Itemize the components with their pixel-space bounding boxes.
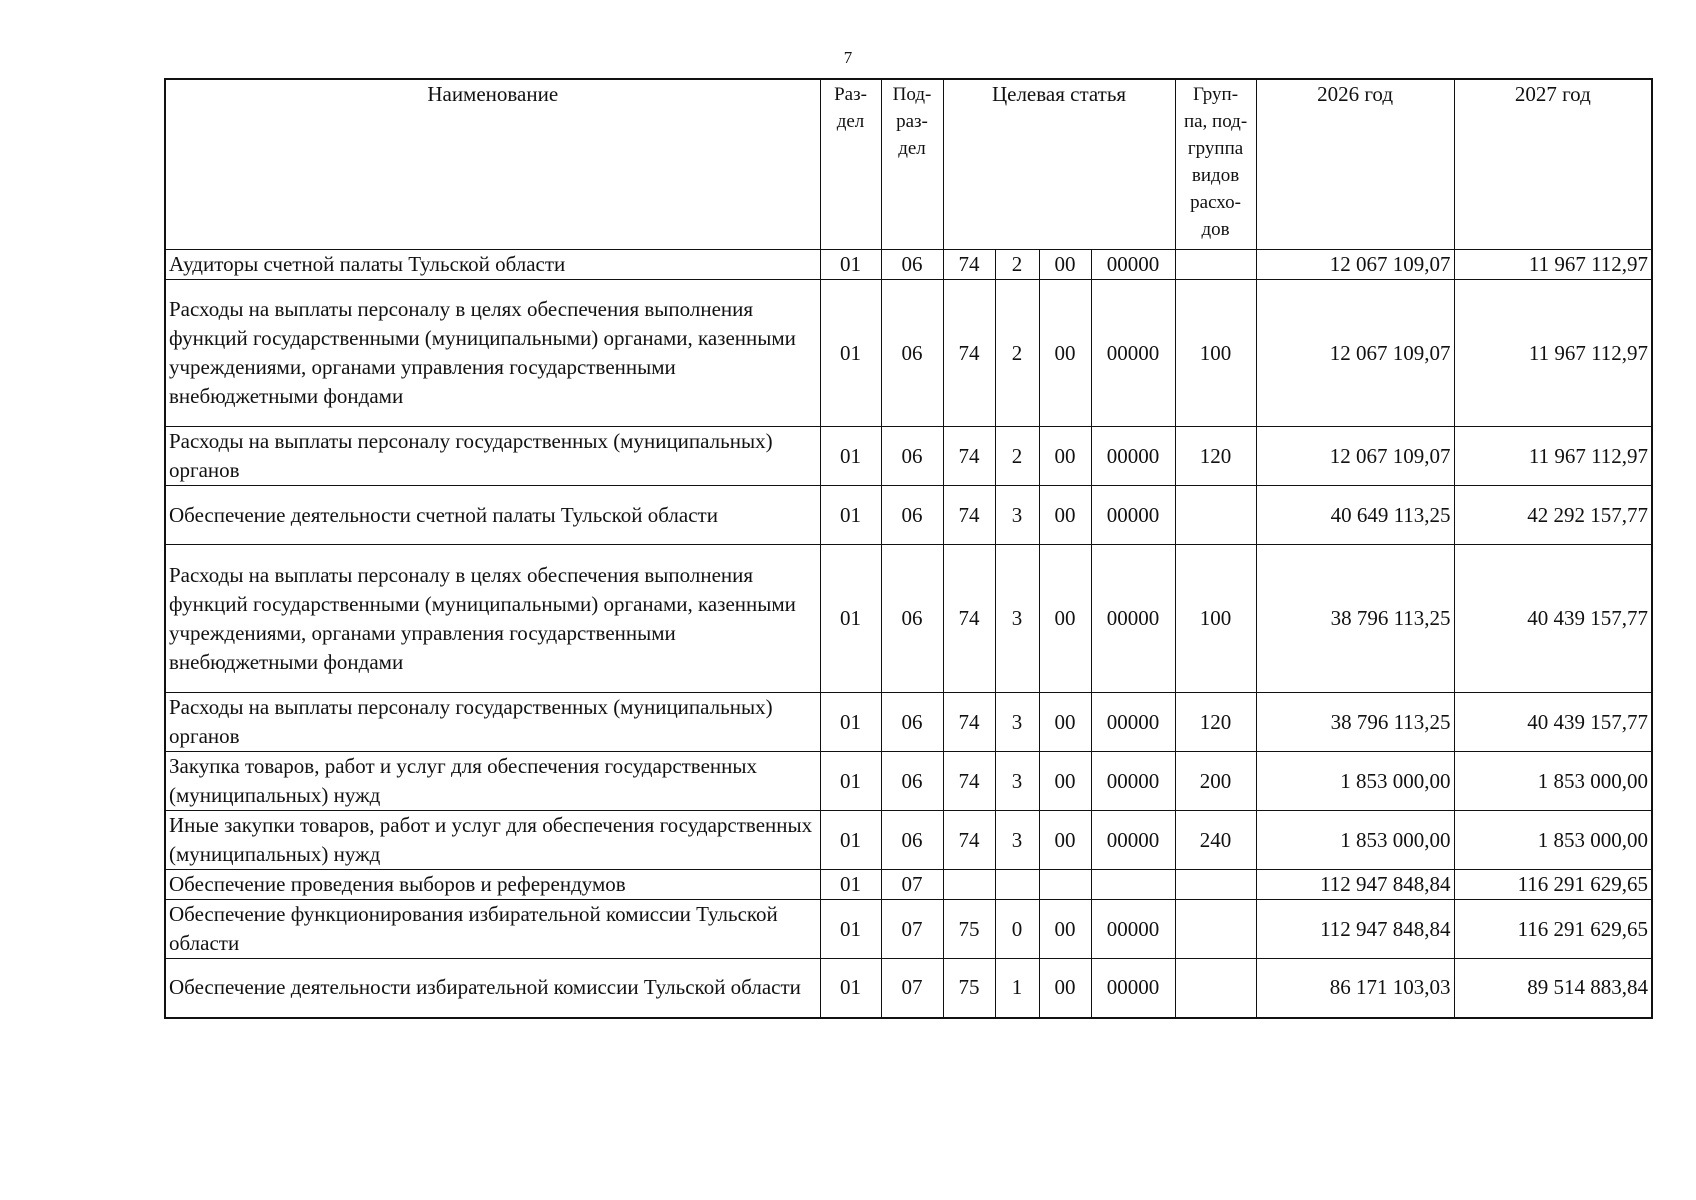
row-group: 120 [1175,427,1256,486]
row-target-4: 00000 [1091,900,1175,959]
row-target-4: 00000 [1091,752,1175,811]
row-target-3: 00 [1039,250,1091,280]
row-target-1: 74 [943,280,995,427]
row-target-3: 00 [1039,486,1091,545]
row-target-2: 3 [995,545,1039,693]
page-number: 7 [843,48,853,67]
row-target-2: 2 [995,280,1039,427]
row-podrazdel: 06 [881,280,943,427]
row-target-2: 1 [995,959,1039,1018]
row-target-1: 74 [943,545,995,693]
row-target-1: 74 [943,693,995,752]
row-name: Иные закупки товаров, работ и услуг для обеспечения государственных (муниципальных) нужд [165,811,820,870]
table-body [165,250,1652,1018]
row-name: Расходы на выплаты персоналу государственных (муниципальных) органов [165,693,820,752]
row-group: 200 [1175,752,1256,811]
row-target-4: 00000 [1091,693,1175,752]
row-target-2: 3 [995,693,1039,752]
header-group: Груп- па, под- группа видов расхо- дов [1175,79,1256,250]
row-group [1175,959,1256,1018]
row-podrazdel: 06 [881,752,943,811]
row-razdel: 01 [820,545,881,693]
table-row [165,427,1652,486]
row-target-1: 74 [943,811,995,870]
row-value-2027: 11 967 112,97 [1454,427,1652,486]
table-row [165,959,1652,1018]
row-podrazdel: 06 [881,250,943,280]
header-podrazdel: Под- раз- дел [881,79,943,250]
row-value-2026: 38 796 113,25 [1256,693,1454,752]
row-name: Расходы на выплаты персоналу в целях обеспечения выполнения функций государственными (муниципальными) органами, казенными учреждениями, органами управления государственными внебюджетными фондами [165,545,820,693]
row-value-2027: 89 514 883,84 [1454,959,1652,1018]
row-name: Расходы на выплаты персоналу государственных (муниципальных) органов [165,427,820,486]
row-target-3: 00 [1039,959,1091,1018]
row-value-2026: 12 067 109,07 [1256,427,1454,486]
row-target-4: 00000 [1091,486,1175,545]
row-value-2027: 116 291 629,65 [1454,900,1652,959]
row-target-2: 0 [995,900,1039,959]
table-row [165,900,1652,959]
row-target-1: 75 [943,959,995,1018]
row-value-2026: 86 171 103,03 [1256,959,1454,1018]
row-name: Аудиторы счетной палаты Тульской области [165,250,820,280]
header-target: Целевая статья [943,79,1175,250]
row-value-2026: 112 947 848,84 [1256,900,1454,959]
row-group: 120 [1175,693,1256,752]
row-value-2026: 40 649 113,25 [1256,486,1454,545]
row-name: Обеспечение функционирования избирательной комиссии Тульской области [165,900,820,959]
table-header-row [165,79,1652,250]
row-target-2 [995,870,1039,900]
row-target-2: 2 [995,427,1039,486]
row-razdel: 01 [820,959,881,1018]
row-value-2026: 1 853 000,00 [1256,752,1454,811]
row-group [1175,870,1256,900]
row-value-2026: 112 947 848,84 [1256,870,1454,900]
row-razdel: 01 [820,250,881,280]
table-row [165,486,1652,545]
table-row [165,870,1652,900]
row-value-2027: 116 291 629,65 [1454,870,1652,900]
row-target-3 [1039,870,1091,900]
row-razdel: 01 [820,427,881,486]
row-target-2: 2 [995,250,1039,280]
header-razdel: Раз- дел [820,79,881,250]
row-podrazdel: 06 [881,693,943,752]
row-name: Обеспечение проведения выборов и референдумов [165,870,820,900]
row-razdel: 01 [820,870,881,900]
header-name: Наименование [165,79,820,250]
row-target-1: 74 [943,486,995,545]
table-row [165,752,1652,811]
header-year-2026: 2026 год [1256,79,1454,250]
row-group [1175,250,1256,280]
row-target-1: 74 [943,250,995,280]
row-target-2: 3 [995,752,1039,811]
table-row [165,250,1652,280]
row-podrazdel: 07 [881,870,943,900]
row-podrazdel: 06 [881,427,943,486]
row-value-2027: 40 439 157,77 [1454,693,1652,752]
row-razdel: 01 [820,486,881,545]
row-group: 100 [1175,545,1256,693]
row-razdel: 01 [820,811,881,870]
row-podrazdel: 07 [881,900,943,959]
row-group: 240 [1175,811,1256,870]
table-row [165,811,1652,870]
budget-table [164,78,1653,1019]
row-target-4: 00000 [1091,280,1175,427]
row-name: Обеспечение деятельности избирательной комиссии Тульской области [165,959,820,1018]
row-razdel: 01 [820,280,881,427]
row-podrazdel: 06 [881,811,943,870]
row-razdel: 01 [820,900,881,959]
row-target-2: 3 [995,811,1039,870]
row-target-4: 00000 [1091,250,1175,280]
row-value-2026: 12 067 109,07 [1256,280,1454,427]
row-target-3: 00 [1039,811,1091,870]
table-row [165,280,1652,427]
row-target-4 [1091,870,1175,900]
row-name: Расходы на выплаты персоналу в целях обеспечения выполнения функций государственными (муниципальными) органами, казенными учреждениями, органами управления государственными внебюджетными фондами [165,280,820,427]
row-target-3: 00 [1039,752,1091,811]
row-target-4: 00000 [1091,545,1175,693]
row-name: Закупка товаров, работ и услуг для обеспечения государственных (муниципальных) нужд [165,752,820,811]
row-value-2027: 1 853 000,00 [1454,811,1652,870]
row-target-2: 3 [995,486,1039,545]
row-group: 100 [1175,280,1256,427]
row-target-3: 00 [1039,545,1091,693]
row-target-1 [943,870,995,900]
row-value-2027: 1 853 000,00 [1454,752,1652,811]
row-podrazdel: 06 [881,486,943,545]
row-value-2026: 12 067 109,07 [1256,250,1454,280]
row-target-3: 00 [1039,693,1091,752]
row-target-4: 00000 [1091,811,1175,870]
header-year-2027: 2027 год [1454,79,1652,250]
row-target-1: 74 [943,752,995,811]
row-razdel: 01 [820,752,881,811]
row-value-2027: 40 439 157,77 [1454,545,1652,693]
table-row [165,693,1652,752]
row-value-2027: 11 967 112,97 [1454,250,1652,280]
table-row [165,545,1652,693]
row-value-2027: 11 967 112,97 [1454,280,1652,427]
row-podrazdel: 06 [881,545,943,693]
row-target-4: 00000 [1091,427,1175,486]
row-target-1: 74 [943,427,995,486]
row-target-4: 00000 [1091,959,1175,1018]
row-podrazdel: 07 [881,959,943,1018]
row-group [1175,900,1256,959]
row-value-2026: 1 853 000,00 [1256,811,1454,870]
row-target-3: 00 [1039,900,1091,959]
row-razdel: 01 [820,693,881,752]
row-value-2027: 42 292 157,77 [1454,486,1652,545]
row-value-2026: 38 796 113,25 [1256,545,1454,693]
row-target-3: 00 [1039,427,1091,486]
row-target-3: 00 [1039,280,1091,427]
row-name: Обеспечение деятельности счетной палаты Тульской области [165,486,820,545]
row-group [1175,486,1256,545]
row-target-1: 75 [943,900,995,959]
